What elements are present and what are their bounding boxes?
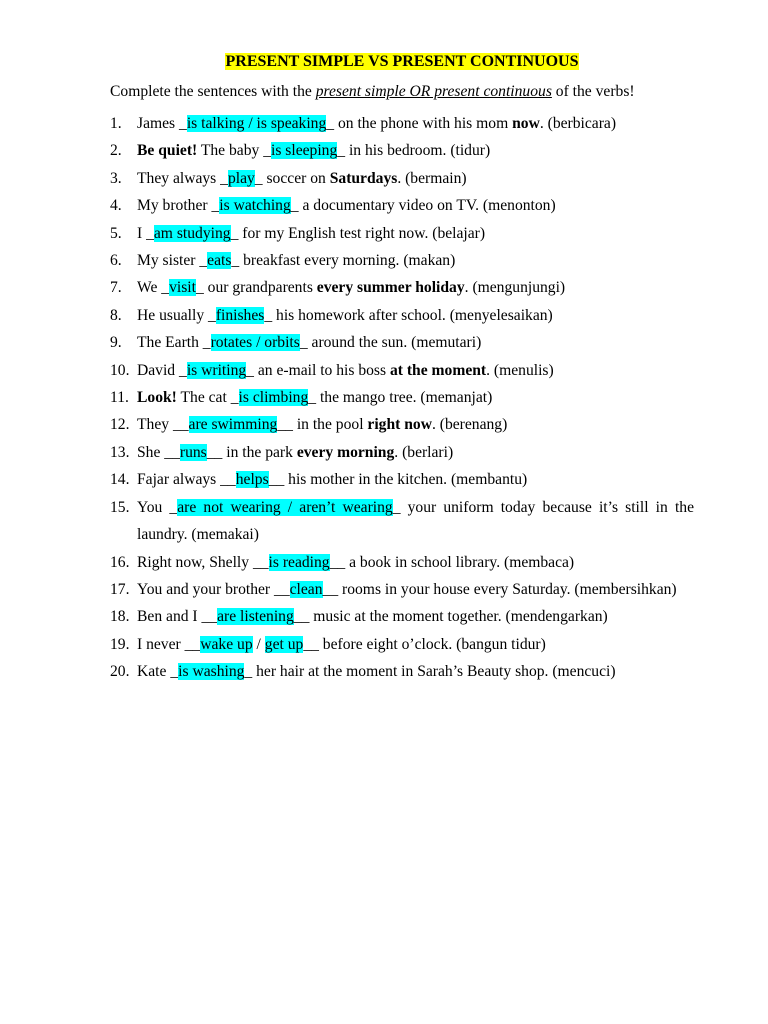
sentence-text: Fajar always __ (137, 471, 236, 489)
sentence-text: They always _ (137, 169, 228, 187)
exercise-number: 5. (110, 224, 122, 242)
answer-highlight: play (227, 169, 255, 187)
sentence-text: / (252, 635, 265, 653)
exercise-item (110, 220, 694, 247)
instructions-text-after: of the verbs! (551, 83, 635, 100)
emphasis-text: every summer holiday (316, 279, 465, 297)
sentence-text: My brother _ (137, 197, 220, 215)
emphasis-text: now (512, 115, 540, 132)
instructions-emphasis: present simple OR present continuous (315, 83, 552, 100)
exercise-number: 16. (110, 553, 130, 571)
answer-highlight: are swimming (188, 416, 278, 434)
sentence-text: _ the mango tree. (memanjat) (308, 389, 493, 407)
exercise-item (110, 549, 694, 576)
sentence-text: _ in his bedroom. (tidur) (337, 142, 491, 160)
sentence-text: __ in the park (206, 443, 297, 461)
exercise-number: 19. (110, 635, 130, 653)
exercise-item (110, 576, 694, 603)
exercise-item (110, 137, 694, 164)
exercise-item (110, 384, 694, 411)
sentence-text: __ his mother in the kitchen. (membantu) (268, 471, 528, 489)
sentence-text: My sister _ (137, 252, 208, 270)
sentence-text: _ breakfast every morning. (makan) (231, 252, 456, 270)
answer-highlight: is watching (219, 197, 291, 215)
answer-highlight: visit (169, 279, 196, 297)
answer-highlight: are not wearing / aren’t wearing (177, 498, 393, 516)
exercise-list (110, 110, 694, 686)
exercise-item (110, 658, 694, 685)
sentence-text: They __ (137, 416, 189, 434)
answer-highlight: get up (264, 635, 304, 653)
sentence-text: I never __ (137, 635, 201, 653)
answer-highlight: wake up (200, 635, 253, 653)
answer-highlight: is reading (268, 553, 330, 571)
worksheet-page (110, 50, 694, 686)
answer-highlight: finishes (215, 306, 265, 324)
exercise-number: 12. (110, 416, 130, 434)
exercise-number: 17. (110, 580, 130, 598)
exercise-item (110, 603, 694, 630)
exercise-number: 20. (110, 663, 130, 681)
emphasis-text: Saturdays (329, 169, 398, 187)
exercise-item (110, 411, 694, 438)
answer-highlight: is washing (178, 663, 245, 681)
answer-highlight: rotates / orbits (210, 334, 300, 352)
exercise-number: 9. (110, 334, 122, 352)
answer-highlight: clean (289, 580, 323, 598)
sentence-text: James _ (137, 115, 187, 132)
sentence-text: She __ (137, 443, 180, 461)
answer-highlight: are listening (217, 608, 294, 626)
sentence-text: You _ (137, 498, 178, 516)
sentence-text: David _ (137, 361, 187, 379)
exercise-number: 4. (110, 197, 122, 215)
answer-highlight: runs (179, 443, 207, 461)
answer-highlight: is talking / is speaking (186, 115, 327, 132)
sentence-text: . (mengunjungi) (464, 279, 566, 297)
exercise-item (110, 192, 694, 219)
sentence-text: I _ (137, 224, 154, 242)
exercise-number: 11. (110, 389, 129, 407)
worksheet-title: PRESENT SIMPLE VS PRESENT CONTINUOUS (225, 53, 579, 70)
emphasis-text: every morning (296, 443, 395, 461)
title-row (110, 50, 694, 74)
exercise-item (110, 247, 694, 274)
answer-highlight: is sleeping (271, 142, 338, 160)
sentence-text: The baby _ (197, 142, 271, 160)
sentence-text: . (berbicara) (539, 115, 617, 132)
instructions-text-before: Complete the sentences with the (110, 83, 316, 100)
sentence-text: __ a book in school library. (membaca) (329, 553, 575, 571)
sentence-text: _ around the sun. (memutari) (299, 334, 482, 352)
exercise-number: 7. (110, 279, 122, 297)
emphasis-text: at the moment (389, 361, 487, 379)
answer-highlight: is writing (186, 361, 247, 379)
exercise-item (110, 494, 694, 549)
sentence-text: _ our grandparents (195, 279, 317, 297)
exercise-item (110, 466, 694, 493)
emphasis-text: right now (367, 416, 432, 434)
exercise-item (110, 110, 694, 137)
sentence-text: . (bermain) (397, 169, 467, 187)
exercise-item (110, 631, 694, 658)
sentence-text: _ soccer on (254, 169, 330, 187)
instructions (110, 80, 694, 110)
exercise-item (110, 439, 694, 466)
emphasis-text: Be quiet! (137, 142, 198, 160)
sentence-text: _ for my English test right now. (belajar) (230, 224, 486, 242)
answer-highlight: helps (235, 471, 269, 489)
emphasis-text: Look! (137, 389, 177, 407)
exercise-item (110, 329, 694, 356)
exercise-number: 14. (110, 471, 130, 489)
answer-highlight: eats (207, 252, 232, 270)
sentence-text: _ an e-mail to his boss (246, 361, 390, 379)
exercise-number: 2. (110, 142, 122, 160)
sentence-text: _ your uniform today because it’s still in the laundry. (memakai) (137, 498, 694, 544)
exercise-number: 13. (110, 443, 130, 461)
exercise-number: 8. (110, 306, 122, 324)
answer-highlight: am studying (153, 224, 231, 242)
sentence-text: _ a documentary video on TV. (menonton) (290, 197, 556, 215)
sentence-text: __ before eight o’clock. (bangun tidur) (303, 635, 546, 653)
exercise-number: 1. (110, 115, 122, 132)
exercise-number: 3. (110, 169, 122, 187)
sentence-text: Right now, Shelly __ (137, 553, 269, 571)
sentence-text: The cat _ (176, 389, 239, 407)
exercise-number: 10. (110, 361, 130, 379)
sentence-text: __ music at the moment together. (mendengarkan) (293, 608, 608, 626)
sentence-text: _ her hair at the moment in Sarah’s Beauty shop. (mencuci) (244, 663, 616, 681)
sentence-text: Kate _ (137, 663, 179, 681)
exercise-number: 6. (110, 252, 122, 270)
sentence-text: Ben and I __ (137, 608, 218, 626)
sentence-text: . (menulis) (486, 361, 554, 379)
sentence-text: . (berenang) (431, 416, 508, 434)
sentence-text: _ his homework after school. (menyelesaikan) (264, 306, 553, 324)
sentence-text: You and your brother __ (137, 580, 290, 598)
exercise-number: 15. (110, 498, 130, 516)
exercise-item (110, 274, 694, 301)
sentence-text: _ on the phone with his mom (326, 115, 513, 132)
answer-highlight: is climbing (238, 389, 309, 407)
sentence-text: __ rooms in your house every Saturday. (membersihkan) (322, 580, 677, 598)
exercise-item (110, 357, 694, 384)
sentence-text: He usually _ (137, 306, 216, 324)
exercise-item (110, 165, 694, 192)
sentence-text: . (berlari) (394, 443, 454, 461)
sentence-text: The Earth _ (137, 334, 211, 352)
exercise-number: 18. (110, 608, 130, 626)
exercise-item (110, 302, 694, 329)
sentence-text: __ in the pool (277, 416, 368, 434)
sentence-text: We _ (137, 279, 170, 297)
